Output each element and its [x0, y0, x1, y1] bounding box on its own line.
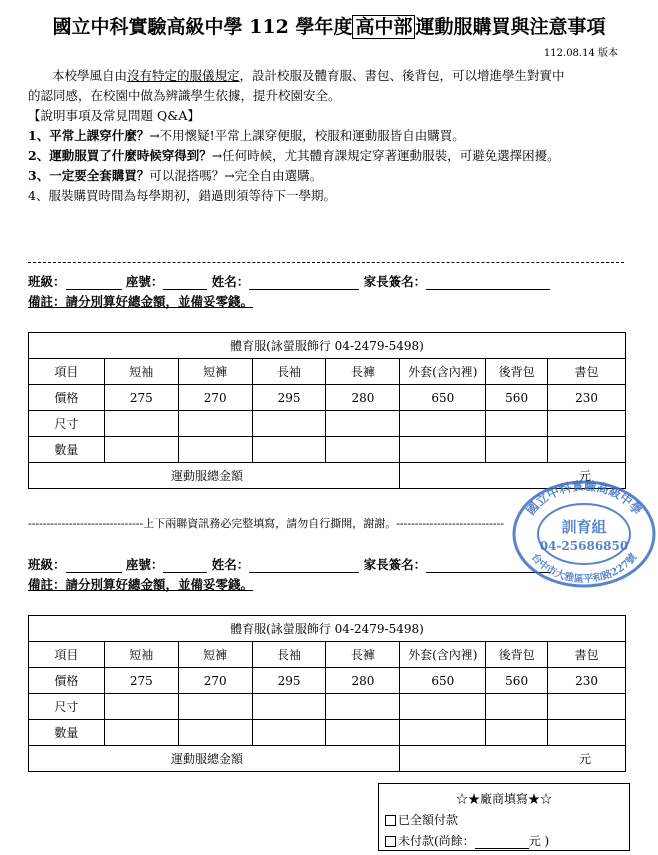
seat-field[interactable]	[163, 558, 207, 573]
qty-cell[interactable]	[104, 720, 178, 746]
title-boxed-division: 高中部	[352, 15, 415, 39]
svg-text:國立中科實驗高級中學: 國立中科實驗高級中學	[523, 478, 645, 518]
svg-text:訓育組: 訓育組	[561, 518, 607, 536]
paid-full-option[interactable]: 已全額付款	[385, 811, 629, 828]
order-table-1	[28, 332, 626, 489]
intro-paragraph: 本校學風自由沒有特定的服儀規定，設計校服及體育服、書包、後背包，可以增進學生對實中 的認同感，在校園中做為辨識學生依據，提升校園安全。 【說明事項及常見問題 Q&A】 1、平常上課穿什麼？→不用懷疑!平常上課穿便服，校服和運動服皆自由購買。 2、運動服買了什麼時候穿得到？→任何時候，尤其體育課規定穿著運動服裝，可避免選擇困擾。 3、一定要全套購買？可以混搭嗎？→完全自由選購。 4、服裝購買時間為每學期初，錯過則須等待下一學期。	[28, 66, 628, 206]
vendor-header: 體育服(詠螢服飾行 04-2479-5498)	[29, 333, 626, 359]
qa-item-4: 4、服裝購買時間為每學期初，錯過則須等待下一學期。	[28, 188, 336, 203]
page-title: 國立中科實驗高級中學 112 學年度 高中部 運動服購買與注意事項	[52, 16, 606, 38]
qa-heading: 【說明事項及常見問題 Q&A】	[28, 108, 200, 123]
vendor-box	[378, 783, 630, 851]
table-row: 數量	[29, 437, 626, 463]
class-field[interactable]	[66, 558, 122, 573]
vendor-box-title: ☆★廠商填寫★☆	[455, 792, 552, 806]
table-row: 項目 短袖 短褲 長袖 長褲 外套(含內裡) 後背包 書包	[29, 359, 626, 385]
table-row: 價格 275 270 295 280 650 560 230	[29, 668, 626, 694]
parent-signature-field[interactable]	[426, 275, 550, 290]
qa-item-3: 3、一定要全套購買？可以混搭嗎？→完全自由選購。	[28, 168, 323, 183]
unpaid-option[interactable]: 未付款(尚餘： 元 )	[385, 832, 629, 849]
checkbox-icon[interactable]	[385, 836, 396, 847]
order-table-2	[28, 615, 626, 772]
size-cell[interactable]	[104, 411, 178, 437]
note-2: 備註：請分別算好總金額，並備妥零錢。	[28, 577, 254, 592]
total-row: 運動服總金額 元	[29, 463, 626, 489]
version-label: 112.08.14 版本	[543, 48, 618, 59]
size-cell[interactable]	[104, 694, 178, 720]
table-row: 價格 275 270 295 280 650 560 230	[29, 385, 626, 411]
note-1: 備註：請分別算好總金額，並備妥零錢。	[28, 294, 254, 309]
school-seal-stamp	[508, 476, 658, 588]
total-row: 運動服總金額 元	[29, 746, 626, 772]
checkbox-icon[interactable]	[385, 815, 396, 826]
class-field[interactable]	[66, 275, 122, 290]
table-row: 數量	[29, 720, 626, 746]
cut-line	[28, 262, 624, 263]
qty-cell[interactable]	[104, 437, 178, 463]
svg-text:台中市大雅區平和路227號: 台中市大雅區平和路227號	[528, 551, 640, 586]
vendor-header: 體育服(詠螢服飾行 04-2479-5498)	[29, 616, 626, 642]
qa-item-1: 1、平常上課穿什麼？→不用懷疑!平常上課穿便服，校服和運動服皆自由購買。	[28, 128, 465, 143]
seat-field[interactable]	[163, 275, 207, 290]
student-fields-2: 班級： 座號： 姓名： 家長簽名：	[28, 555, 550, 573]
separator-note: -------------------------------上下兩聯資訊務必完整填寫，請勿自行撕開，謝謝。-----------------------------	[28, 517, 505, 530]
table-row: 項目 短袖 短褲 長袖 長褲 外套(含內裡) 後背包 書包	[29, 642, 626, 668]
student-fields-1: 班級： 座號： 姓名： 家長簽名：	[28, 272, 550, 290]
total-cell[interactable]: 元	[400, 463, 626, 489]
svg-text:04-25686850: 04-25686850	[539, 539, 629, 553]
table-row: 尺寸	[29, 694, 626, 720]
table-row: 尺寸	[29, 411, 626, 437]
qa-item-2: 2、運動服買了什麼時候穿得到？→任何時候，尤其體育課規定穿著運動服裝，可避免選擇困擾。	[28, 148, 560, 163]
total-cell[interactable]: 元	[400, 746, 626, 772]
name-field[interactable]	[249, 558, 359, 573]
remaining-amount-field[interactable]	[475, 836, 529, 849]
name-field[interactable]	[249, 275, 359, 290]
